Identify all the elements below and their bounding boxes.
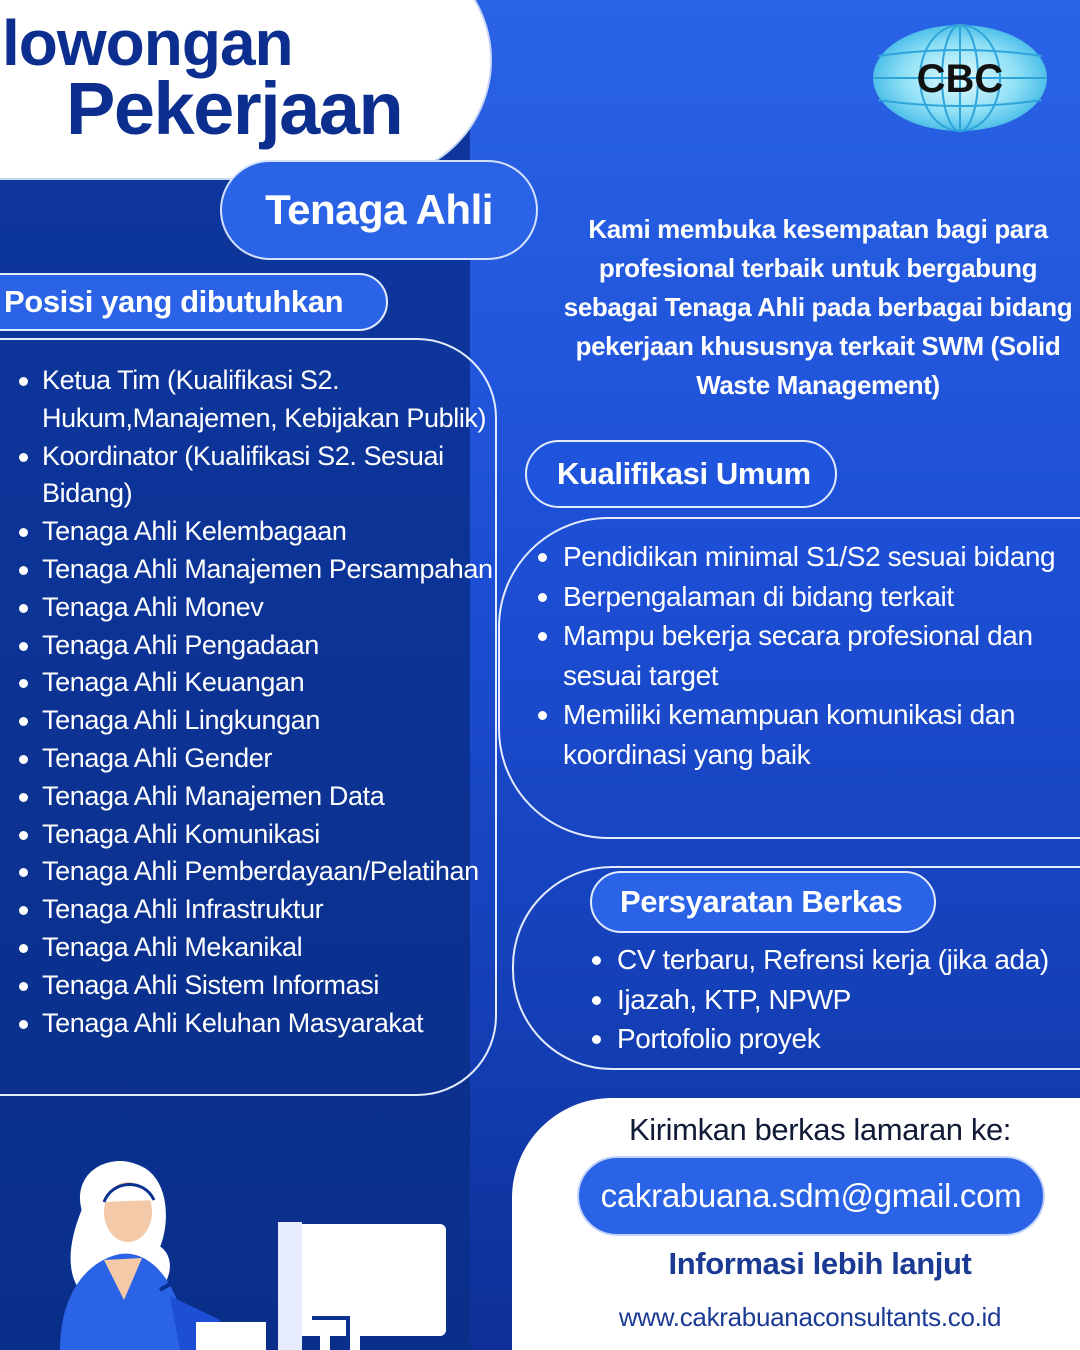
logo-text: CBC (916, 57, 1004, 101)
positions-list (42, 362, 497, 1042)
positions-heading-pill (0, 273, 388, 331)
email-address: cakrabuana.sdm@gmail.com (600, 1177, 1022, 1214)
list-item: Tenaga Ahli Pemberdayaan/Pelatihan (42, 853, 497, 891)
list-item: Tenaga Ahli Komunikasi (42, 816, 497, 854)
list-item: Tenaga Ahli Sistem Informasi (42, 967, 497, 1005)
contact-label: Kirimkan berkas lamaran ke: (628, 1112, 1011, 1147)
list-item: Tenaga Ahli Kelembagaan (42, 513, 497, 551)
role-badge (220, 160, 538, 260)
list-item: Tenaga Ahli Pengadaan (42, 627, 497, 665)
email-link[interactable] (577, 1156, 1045, 1236)
woman-at-computer-illustration (20, 1150, 460, 1350)
positions-heading: Posisi yang dibutuhkan (4, 284, 344, 319)
list-item: Ijazah, KTP, NPWP (617, 980, 1077, 1020)
qualifications-heading-pill (525, 440, 837, 508)
list-item: Mampu bekerja secara profesional dan sesuai target (563, 616, 1063, 695)
list-item: Tenaga Ahli Gender (42, 740, 497, 778)
list-item: Tenaga Ahli Infrastruktur (42, 891, 497, 929)
list-item: Ketua Tim (Kualifikasi S2. Hukum,Manajemen, Kebijakan Publik) (42, 362, 497, 438)
list-item: Tenaga Ahli Manajemen Persampahan (42, 551, 497, 589)
list-item: Koordinator (Kualifikasi S2. Sesuai Bidang) (42, 438, 497, 514)
qualifications-list (563, 537, 1063, 775)
requirements-heading-pill (590, 871, 936, 933)
globe-logo-icon (872, 24, 1048, 132)
list-item: CV terbaru, Refrensi kerja (jika ada) (617, 940, 1077, 980)
list-item: Berpengalaman di bidang terkait (563, 577, 1063, 617)
list-item: Tenaga Ahli Manajemen Data (42, 778, 497, 816)
list-item: Tenaga Ahli Keluhan Masyarakat (42, 1005, 497, 1043)
list-item: Tenaga Ahli Mekanikal (42, 929, 497, 967)
qualifications-heading: Kualifikasi Umum (557, 456, 811, 491)
list-item: Pendidikan minimal S1/S2 sesuai bidang (563, 537, 1063, 577)
website-link[interactable]: www.cakrabuanaconsultants.co.id (618, 1302, 1002, 1332)
page-title-line2: Pekerjaan (66, 67, 403, 150)
list-item: Tenaga Ahli Keuangan (42, 664, 497, 702)
list-item: Tenaga Ahli Lingkungan (42, 702, 497, 740)
info-label: Informasi lebih lanjut (668, 1246, 972, 1281)
requirements-heading: Persyaratan Berkas (620, 884, 903, 919)
list-item: Memiliki kemampuan komunikasi dan koordinasi yang baik (563, 695, 1063, 774)
intro-text: Kami membuka kesempatan bagi para profesional terbaik untuk bergabung sebagai Tenaga Ahli pada berbagai bidang pekerjaan khususnya terkait SWM (Solid Waste Management) (563, 214, 1073, 400)
list-item: Tenaga Ahli Monev (42, 589, 497, 627)
list-item: Portofolio proyek (617, 1019, 1077, 1059)
role-badge-label: Tenaga Ahli (265, 186, 493, 233)
requirements-list (617, 940, 1077, 1059)
page-title-line1: lowongan (2, 7, 293, 79)
